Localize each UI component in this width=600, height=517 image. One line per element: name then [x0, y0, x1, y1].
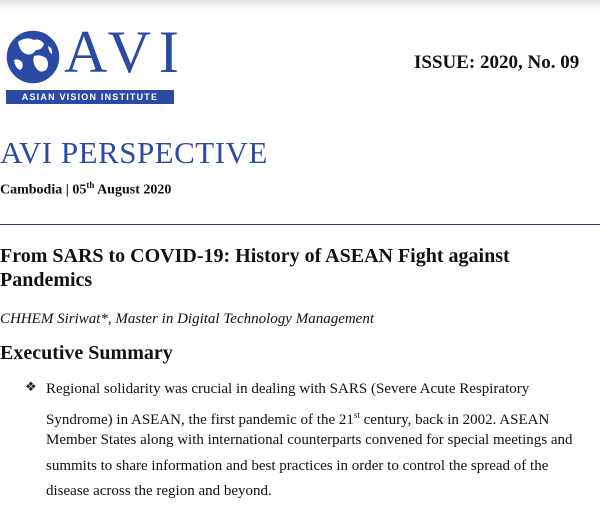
- divider: [0, 224, 600, 225]
- logo-tagline: ASIAN VISION INSTITUTE: [6, 90, 174, 104]
- dateline-ordinal: th: [86, 180, 95, 190]
- author-line: CHHEM Siriwat*, Master in Digital Technology Management: [0, 311, 375, 327]
- scan-top-edge: [0, 0, 600, 10]
- bullet-line: summits to share information and best practices in order to control the spread of the: [46, 457, 549, 474]
- avi-logo: [4, 19, 187, 104]
- page-title: AVI PERSPECTIVE: [0, 135, 268, 170]
- bullet-line-part: century, back in 2002. ASEAN: [359, 411, 550, 428]
- bullet-line-part: Syndrome) in ASEAN, the first pandemic of the 21: [46, 411, 354, 428]
- globe-icon: [4, 28, 62, 86]
- bullet-line: Regional solidarity was crucial in dealing with SARS (Severe Acute Respiratory: [46, 381, 530, 397]
- logo-letters: AVI: [64, 19, 187, 85]
- bullet-line: Member States along with international counterparts convened for special meetings and: [46, 432, 573, 448]
- dateline-prefix: Cambodia | 05: [0, 182, 87, 198]
- bullet-ordinal: st: [353, 409, 360, 420]
- bullet-line: [46, 403, 600, 429]
- diamond-bullet-icon: ❖: [25, 380, 37, 395]
- section-heading: Executive Summary: [0, 342, 173, 364]
- article-title: From SARS to COVID-19: History of ASEAN Fight against Pandemics: [0, 245, 510, 291]
- bullet-line: disease across the region and beyond.: [46, 483, 272, 499]
- summary-bullet: [46, 377, 600, 505]
- dateline-suffix: August 2020: [94, 182, 172, 198]
- issue-number: ISSUE: 2020, No. 09: [414, 52, 580, 73]
- dateline: [0, 180, 171, 199]
